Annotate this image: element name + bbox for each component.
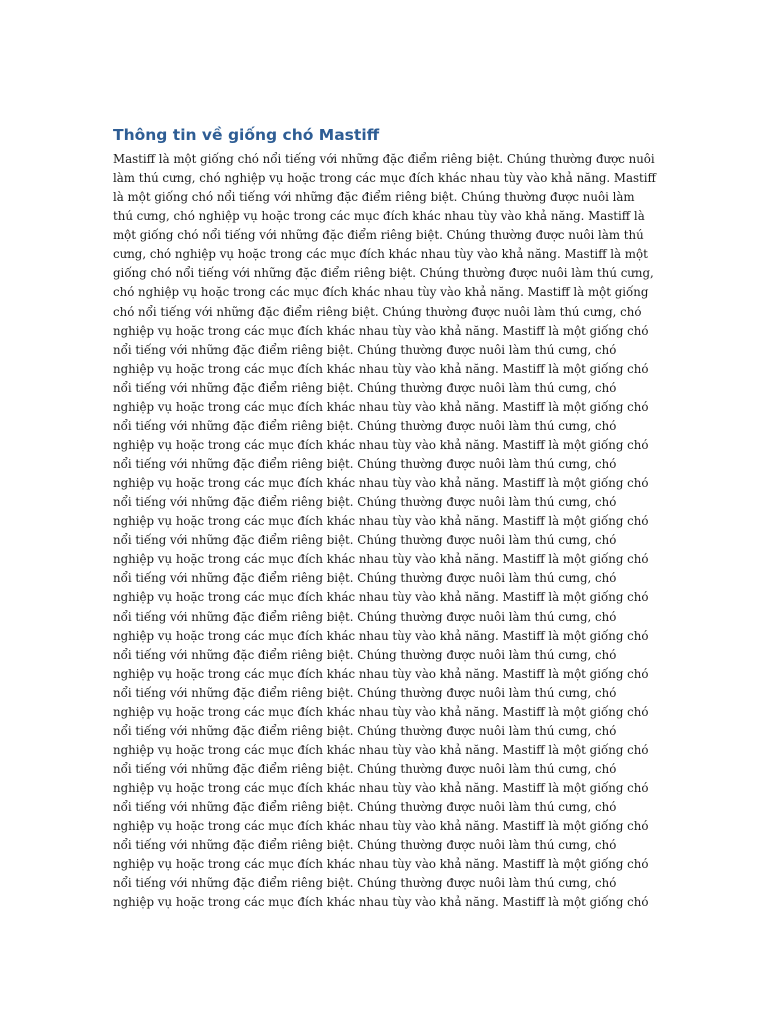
- body-text-line: nghiệp vụ hoặc trong các mục đích khác nhau tùy vào khả năng. Mastiff là một giống chó: [113, 361, 649, 376]
- body-text-line: nghiệp vụ hoặc trong các mục đích khác nhau tùy vào khả năng. Mastiff là một giống chó: [113, 590, 649, 605]
- body-text-line: nghiệp vụ hoặc trong các mục đích khác nhau tùy vào khả năng. Mastiff là một giống chó: [113, 514, 649, 529]
- body-text-line: nổi tiếng với những đặc điểm riêng biệt. Chúng thường được nuôi làm thú cưng, chó: [113, 418, 617, 433]
- body-text-line: một giống chó nổi tiếng với những đặc điểm riêng biệt. Chúng thường được nuôi làm thú: [113, 228, 644, 243]
- body-text-line: nghiệp vụ hoặc trong các mục đích khác nhau tùy vào khả năng. Mastiff là một giống chó: [113, 666, 649, 681]
- body-text-line: nổi tiếng với những đặc điểm riêng biệt. Chúng thường được nuôi làm thú cưng, chó: [113, 838, 617, 853]
- body-text-line: nổi tiếng với những đặc điểm riêng biệt. Chúng thường được nuôi làm thú cưng, chó: [113, 647, 617, 662]
- body-text-line: nghiệp vụ hoặc trong các mục đích khác nhau tùy vào khả năng. Mastiff là một giống chó: [113, 819, 649, 834]
- body-text-line: nghiệp vụ hoặc trong các mục đích khác nhau tùy vào khả năng. Mastiff là một giống chó: [113, 476, 649, 491]
- body-text-line: nổi tiếng với những đặc điểm riêng biệt. Chúng thường được nuôi làm thú cưng, chó: [113, 533, 617, 548]
- body-text-line: nổi tiếng với những đặc điểm riêng biệt. Chúng thường được nuôi làm thú cưng, chó: [113, 800, 617, 815]
- body-text-line: nghiệp vụ hoặc trong các mục đích khác nhau tùy vào khả năng. Mastiff là một giống chó: [113, 437, 649, 452]
- body-text-line: nổi tiếng với những đặc điểm riêng biệt. Chúng thường được nuôi làm thú cưng, chó: [113, 380, 617, 395]
- body-text-line: nghiệp vụ hoặc trong các mục đích khác nhau tùy vào khả năng. Mastiff là một giống chó: [113, 781, 649, 796]
- body-text-line: nổi tiếng với những đặc điểm riêng biệt. Chúng thường được nuôi làm thú cưng, chó: [113, 876, 617, 891]
- body-text-line: chó nổi tiếng với những đặc điểm riêng biệt. Chúng thường được nuôi làm thú cưng, chó: [113, 304, 642, 319]
- body-text-line: giống chó nổi tiếng với những đặc điểm riêng biệt. Chúng thường được nuôi làm thú cưng,: [113, 266, 654, 281]
- body-text-line: nổi tiếng với những đặc điểm riêng biệt. Chúng thường được nuôi làm thú cưng, chó: [113, 685, 617, 700]
- body-text-line: chó nghiệp vụ hoặc trong các mục đích khác nhau tùy vào khả năng. Mastiff là một giống: [113, 285, 649, 300]
- body-text-line: nổi tiếng với những đặc điểm riêng biệt. Chúng thường được nuôi làm thú cưng, chó: [113, 457, 617, 471]
- body-text-line: làm thú cưng, chó nghiệp vụ hoặc trong các mục đích khác nhau tùy vào khả năng. Mastiff: [113, 171, 656, 186]
- body-text-line: nổi tiếng với những đặc điểm riêng biệt. Chúng thường được nuôi làm thú cưng, chó: [113, 762, 617, 776]
- body-text-line: nổi tiếng với những đặc điểm riêng biệt. Chúng thường được nuôi làm thú cưng, chó: [113, 571, 617, 586]
- body-text-line: nghiệp vụ hoặc trong các mục đích khác nhau tùy vào khả năng. Mastiff là một giống chó: [113, 704, 649, 719]
- body-text-line: nghiệp vụ hoặc trong các mục đích khác nhau tùy vào khả năng. Mastiff là một giống chó: [113, 399, 649, 414]
- body-text-line: nổi tiếng với những đặc điểm riêng biệt. Chúng thường được nuôi làm thú cưng, chó: [113, 495, 617, 510]
- body-text-line: Mastiff là một giống chó nổi tiếng với những đặc điểm riêng biệt. Chúng thường được nuôi: [113, 152, 655, 166]
- body-text-line: thú cưng, chó nghiệp vụ hoặc trong các mục đích khác nhau tùy vào khả năng. Mastiff là: [113, 209, 645, 224]
- body-text-line: cưng, chó nghiệp vụ hoặc trong các mục đích khác nhau tùy vào khả năng. Mastiff là một: [113, 247, 648, 262]
- body-text-line: nổi tiếng với những đặc điểm riêng biệt. Chúng thường được nuôi làm thú cưng, chó: [113, 342, 617, 357]
- document-body: [113, 150, 658, 913]
- body-text-line: nghiệp vụ hoặc trong các mục đích khác nhau tùy vào khả năng. Mastiff là một giống chó: [113, 323, 649, 338]
- body-text-line: nổi tiếng với những đặc điểm riêng biệt. Chúng thường được nuôi làm thú cưng, chó: [113, 723, 617, 738]
- body-text-line: nghiệp vụ hoặc trong các mục đích khác nhau tùy vào khả năng. Mastiff là một giống chó: [113, 742, 649, 757]
- body-text-line: nghiệp vụ hoặc trong các mục đích khác nhau tùy vào khả năng. Mastiff là một giống chó: [113, 895, 649, 910]
- body-text-line: nghiệp vụ hoặc trong các mục đích khác nhau tùy vào khả năng. Mastiff là một giống chó: [113, 628, 649, 643]
- body-text-line: nghiệp vụ hoặc trong các mục đích khác nhau tùy vào khả năng. Mastiff là một giống chó: [113, 552, 649, 567]
- body-text-line: nghiệp vụ hoặc trong các mục đích khác nhau tùy vào khả năng. Mastiff là một giống chó: [113, 857, 649, 872]
- document-title: Thông tin về giống chó Mastiff: [113, 126, 380, 144]
- body-text-line: là một giống chó nổi tiếng với những đặc điểm riêng biệt. Chúng thường được nuôi làm: [113, 190, 635, 205]
- body-text-line: nổi tiếng với những đặc điểm riêng biệt. Chúng thường được nuôi làm thú cưng, chó: [113, 609, 617, 624]
